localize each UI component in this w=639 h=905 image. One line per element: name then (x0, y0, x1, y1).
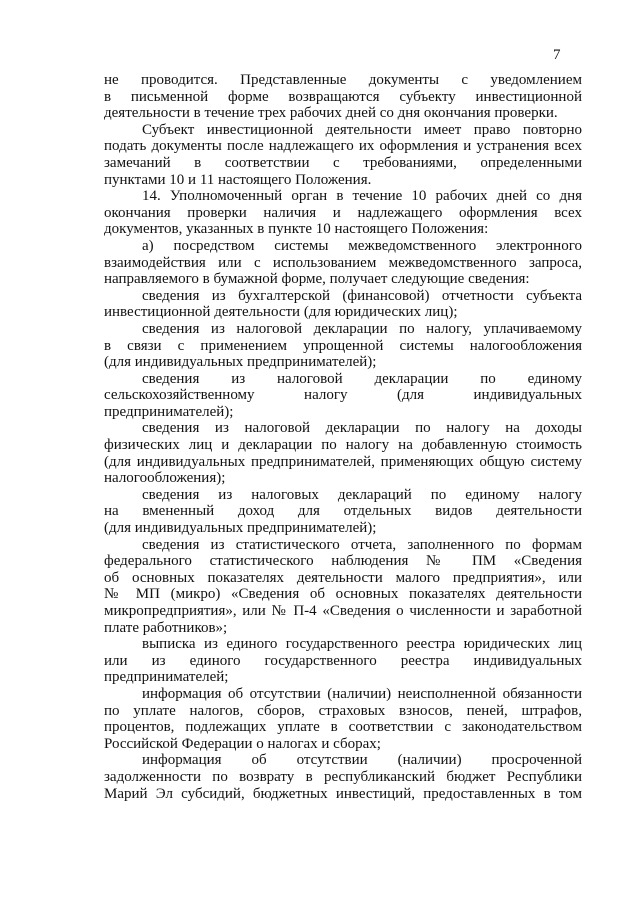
text-line: № МП (микро) «Сведения об основных показателях деятельности (104, 586, 582, 603)
text-line: сведения из бухгалтерской (финансовой) отчетности субъекта (142, 287, 582, 304)
text-line: предпринимателей; (104, 669, 229, 686)
text-line: информация об отсутствии (наличии) неисполненной обязанности (142, 685, 582, 702)
text-line: Марий Эл субсидий, бюджетных инвестиций, предоставленных в том (104, 785, 582, 802)
text-line: а) посредством системы межведомственного электронного (142, 237, 582, 254)
text-line: об основных показателях деятельности малого предприятия», или (104, 569, 582, 586)
text-line: или из единого государственного реестра индивидуальных (104, 652, 582, 669)
text-line: замечаний в соответствии с требованиями, определенными (104, 154, 582, 171)
text-line: пунктами 10 и 11 настоящего Положения. (104, 171, 372, 188)
text-line: деятельности в течение трех рабочих дней со дня окончания проверки. (104, 105, 558, 122)
text-line: Российской Федерации о налогах и сборах; (104, 735, 381, 752)
text-line: инвестиционной деятельности (для юридических лиц); (104, 304, 458, 321)
text-line: сведения из налоговой декларации по налогу, уплачиваемому (142, 320, 582, 337)
text-line: процентов, подлежащих уплате в соответствии с законодательством (104, 719, 582, 736)
text-line: информация об отсутствии (наличии) просроченной (142, 752, 582, 769)
text-line: микропредприятия», или № П-4 «Сведения о численности и заработной (104, 603, 582, 619)
text-line: (для индивидуальных предпринимателей, применяющих общую систему (104, 453, 582, 470)
text-line: направляемого в бумажной форме, получает следующие сведения: (104, 271, 530, 288)
text-line: не проводится. Представленные документы с уведомлением (104, 72, 582, 88)
text-line: 14. Уполномоченный орган в течение 10 рабочих дней со дня (142, 188, 582, 205)
text-line: Субъект инвестиционной деятельности имеет право повторно (142, 121, 582, 138)
text-line: задолженности по возврату в республиканский бюджет Республики (104, 768, 582, 785)
text-line: сведения из налоговой декларации по единому (142, 370, 582, 387)
text-line: федерального статистического наблюдения № ПМ «Сведения (104, 553, 582, 570)
text-line: на вмененный доход для отдельных видов деятельности (104, 503, 582, 520)
text-line: физических лиц и декларации по налогу на добавленную стоимость (104, 437, 582, 454)
text-line: сельскохозяйственному налогу (для индивидуальных (104, 387, 582, 404)
text-line: предпринимателей); (104, 403, 234, 420)
text-line: сведения из налоговой декларации по налогу на доходы (142, 420, 582, 437)
text-line: выписка из единого государственного реестра юридических лиц (142, 636, 582, 653)
text-line: окончания проверки наличия и надлежащего оформления всех (104, 204, 582, 221)
text-line: (для индивидуальных предпринимателей); (104, 520, 377, 537)
document-body (104, 72, 582, 802)
text-line: сведения из налоговых деклараций по единому налогу (142, 486, 582, 503)
text-line: сведения из статистического отчета, заполненного по формам (142, 536, 582, 553)
text-line: взаимодействия или с использованием межведомственного запроса, (104, 254, 582, 271)
text-line: в письменной форме возвращаются субъекту инвестиционной (104, 88, 582, 105)
text-line: в связи с применением упрощенной системы налогообложения (104, 337, 582, 354)
text-line: документов, указанных в пункте 10 настоящего Положения: (104, 221, 489, 238)
text-line: плате работников»; (104, 619, 228, 636)
text-line: налогообложения); (104, 470, 226, 487)
text-line: (для индивидуальных предпринимателей); (104, 354, 377, 371)
text-line: подать документы после надлежащего их оформления и устранения всех (104, 138, 582, 155)
text-line: по уплате налогов, сборов, страховых взносов, пеней, штрафов, (104, 702, 582, 719)
page-number: 7 (553, 47, 561, 63)
